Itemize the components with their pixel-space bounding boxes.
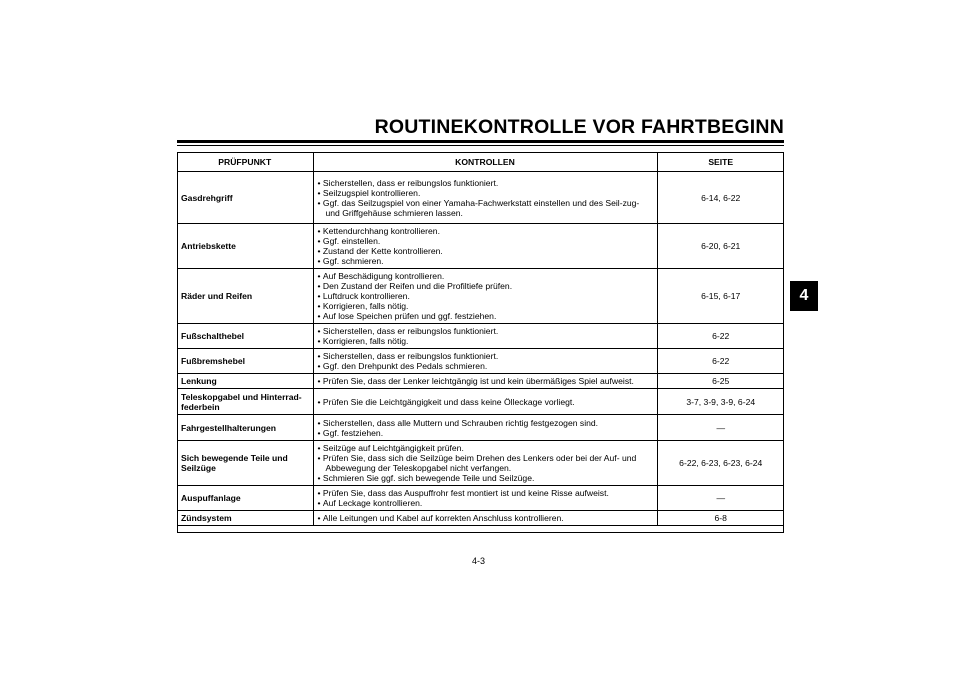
check-item: • Sicherstellen, dass alle Muttern und Schrauben richtig festgezogen sind. xyxy=(318,418,653,428)
checkpoint-name: Zündsystem xyxy=(177,511,313,526)
table-header-row xyxy=(177,153,784,172)
page-number: 4-3 xyxy=(472,556,486,566)
check-item: • Seilzüge auf Leichtgängigkeit prüfen. xyxy=(318,443,653,453)
checks-cell xyxy=(313,349,657,374)
check-item: • Ggf. festziehen. xyxy=(318,428,653,438)
table-row xyxy=(177,324,784,349)
table-row xyxy=(177,441,784,486)
table-row xyxy=(177,389,784,415)
check-item: • Schmieren Sie ggf. sich bewegende Teile und Seilzüge. xyxy=(318,473,653,483)
checkpoint-name: Fußschalthebel xyxy=(177,324,313,349)
checkpoint-name: Lenkung xyxy=(177,374,313,389)
checks-cell xyxy=(313,486,657,511)
check-item: • Ggf. den Drehpunkt des Pedals schmieren. xyxy=(318,361,653,371)
checks-cell xyxy=(313,511,657,526)
checkpoint-name: Antriebskette xyxy=(177,224,313,269)
check-item: • Auf Leckage kontrollieren. xyxy=(318,498,653,508)
page-reference: 6-22 xyxy=(657,349,784,374)
header-page: SEITE xyxy=(657,153,784,172)
header-checks: KONTROLLEN xyxy=(313,153,657,172)
check-item: • Auf lose Speichen prüfen und ggf. festziehen. xyxy=(318,311,653,321)
check-item: • Ggf. das Seilzugspiel von einer Yamaha-Fachwerkstatt einstellen und des Seil-zug- und Griffgehäuse schmieren lassen. xyxy=(318,198,653,218)
check-item: • Korrigieren, falls nötig. xyxy=(318,336,653,346)
check-item: • Ggf. schmieren. xyxy=(318,256,653,266)
check-item: • Sicherstellen, dass er reibungslos funktioniert. xyxy=(318,351,653,361)
table-row xyxy=(177,415,784,441)
page-reference: 6-20, 6-21 xyxy=(657,224,784,269)
check-item: • Alle Leitungen und Kabel auf korrekten Anschluss kontrollieren. xyxy=(318,513,653,523)
checkpoint-name: Auspuffanlage xyxy=(177,486,313,511)
checks-cell xyxy=(313,172,657,224)
checks-list xyxy=(318,513,653,523)
checks-cell xyxy=(313,269,657,324)
table-row xyxy=(177,374,784,389)
checks-list xyxy=(318,326,653,346)
page-reference: 6-8 xyxy=(657,511,784,526)
table-row xyxy=(177,349,784,374)
check-item: • Korrigieren, falls nötig. xyxy=(318,301,653,311)
page-reference: 6-22 xyxy=(657,324,784,349)
check-item: • Prüfen Sie, dass der Lenker leichtgängig ist und kein übermäßiges Spiel aufweist. xyxy=(318,376,653,386)
title-rule-thin xyxy=(177,145,784,146)
check-item: • Prüfen Sie, dass sich die Seilzüge beim Drehen des Lenkers oder bei der Auf- und Abbewegung der Teleskopgabel nicht verfangen. xyxy=(318,453,653,473)
check-item: • Prüfen Sie, dass das Auspuffrohr fest montiert ist und keine Risse aufweist. xyxy=(318,488,653,498)
checks-cell xyxy=(313,389,657,415)
checks-list xyxy=(318,226,653,266)
checkpoint-name: Gasdrehgriff xyxy=(177,172,313,224)
checks-cell xyxy=(313,374,657,389)
checks-list xyxy=(318,488,653,508)
title-rule-thick xyxy=(177,140,784,143)
page-reference: 6-22, 6-23, 6-23, 6-24 xyxy=(657,441,784,486)
table-row xyxy=(177,269,784,324)
page-reference: 6-14, 6-22 xyxy=(657,172,784,224)
table-row xyxy=(177,511,784,526)
table-row xyxy=(177,224,784,269)
page-reference: — xyxy=(657,486,784,511)
checkpoint-name: Fußbremshebel xyxy=(177,349,313,374)
header-checkpoint: PRÜFPUNKT xyxy=(177,153,313,172)
check-item: • Zustand der Kette kontrollieren. xyxy=(318,246,653,256)
checks-cell xyxy=(313,415,657,441)
check-item: • Auf Beschädigung kontrollieren. xyxy=(318,271,653,281)
checkpoint-name: Fahrgestellhalterungen xyxy=(177,415,313,441)
page-reference: 6-15, 6-17 xyxy=(657,269,784,324)
inspection-table xyxy=(177,152,784,526)
check-item: • Kettendurchhang kontrollieren. xyxy=(318,226,653,236)
check-item: • Sicherstellen, dass er reibungslos funktioniert. xyxy=(318,178,653,188)
check-item: • Luftdruck kontrollieren. xyxy=(318,291,653,301)
checks-list xyxy=(318,351,653,371)
check-item: • Seilzugspiel kontrollieren. xyxy=(318,188,653,198)
checkpoint-name: Teleskopgabel und Hinterrad-federbein xyxy=(177,389,313,415)
checks-list xyxy=(318,376,653,386)
checks-list xyxy=(318,271,653,321)
checks-list xyxy=(318,418,653,438)
checks-list xyxy=(318,397,653,407)
checks-list xyxy=(318,443,653,483)
checkpoint-name: Räder und Reifen xyxy=(177,269,313,324)
check-item: • Den Zustand der Reifen und die Profiltiefe prüfen. xyxy=(318,281,653,291)
page-title: ROUTINEKONTROLLE VOR FAHRTBEGINN xyxy=(374,116,784,138)
page-reference: 6-25 xyxy=(657,374,784,389)
checkpoint-name: Sich bewegende Teile und Seilzüge xyxy=(177,441,313,486)
check-item: • Ggf. einstellen. xyxy=(318,236,653,246)
checks-cell xyxy=(313,224,657,269)
table-row xyxy=(177,486,784,511)
check-item: • Sicherstellen, dass er reibungslos funktioniert. xyxy=(318,326,653,336)
checks-cell xyxy=(313,324,657,349)
check-item: • Prüfen Sie die Leichtgängigkeit und dass keine Ölleckage vorliegt. xyxy=(318,397,653,407)
chapter-tab: 4 xyxy=(790,281,818,311)
page-reference: — xyxy=(657,415,784,441)
table-row xyxy=(177,172,784,224)
page-reference: 3-7, 3-9, 3-9, 6-24 xyxy=(657,389,784,415)
checks-list xyxy=(318,178,653,218)
checks-cell xyxy=(313,441,657,486)
